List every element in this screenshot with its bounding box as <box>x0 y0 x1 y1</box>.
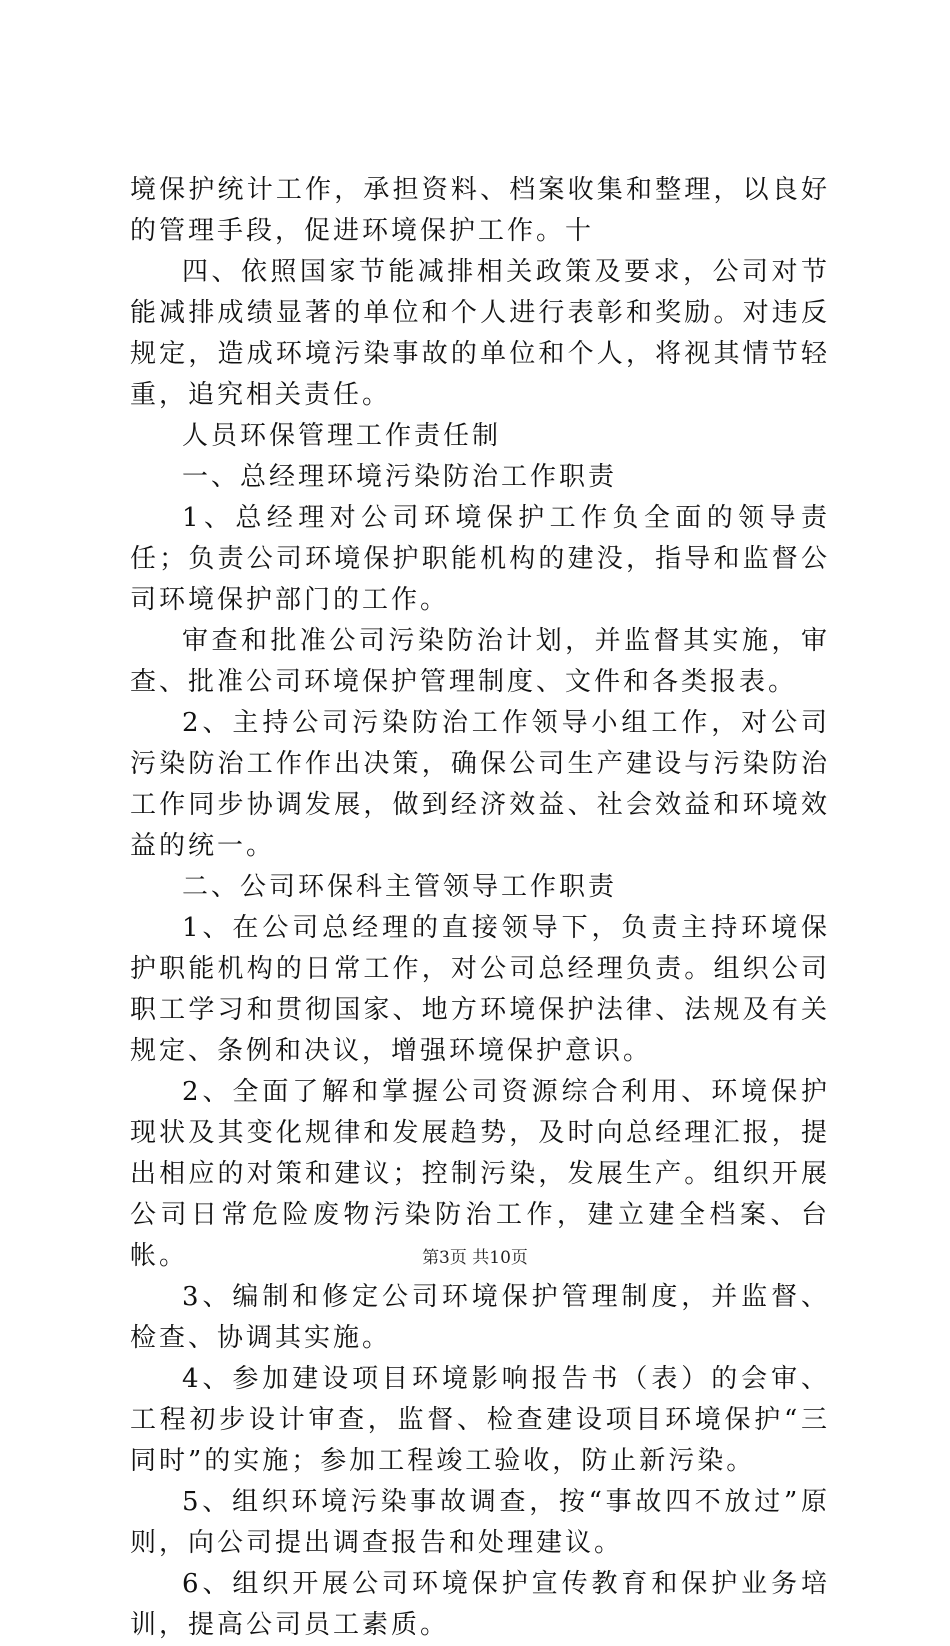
paragraph-env-item-4: 4、参加建设项目环境影响报告书（表）的会审、工程初步设计审查，监督、检查建设项目环境保护“三同时”的实施；参加工程竣工验收，防止新污染。 <box>130 1364 830 1476</box>
paragraph-1: 境保护统计工作，承担资料、档案收集和整理，以良好的管理手段，促进环境保护工作。十 <box>130 175 830 246</box>
paragraph-2: 四、依照国家节能减排相关政策及要求，公司对节能减排成绩显著的单位和个人进行表彰和奖励。对违反规定，造成环境污染事故的单位和个人，将视其情节轻重，追究相关责任。 <box>130 257 830 410</box>
paragraph-gm-item-1: 1、总经理对公司环境保护工作负全面的领导责任；负责公司环境保护职能机构的建没，指导和监督公司环境保护部门的工作。 <box>130 503 830 615</box>
document-body <box>130 170 830 1646</box>
section-heading-responsibility: 人员环保管理工作责任制 <box>182 421 502 451</box>
paragraph-env-item-3: 3、编制和修定公司环境保护管理制度，并监督、检查、协调其实施。 <box>130 1282 830 1353</box>
paragraph-env-item-1: 1、在公司总经理的直接领导下，负责主持环境保护职能机构的日常工作，对公司总经理负责。组织公司职工学习和贯彻国家、地方环境保护法律、法规及有关规定、条例和决议，增强环境保护意识。 <box>130 913 830 1066</box>
section-heading-general-manager: 一、总经理环境污染防治工作职责 <box>182 462 618 492</box>
paragraph-gm-item-2: 2、主持公司污染防治工作领导小组工作，对公司污染防治工作作出决策，确保公司生产建设与污染防治工作同步协调发展，做到经济效益、社会效益和环境效益的统一。 <box>130 708 830 861</box>
section-heading-env-dept: 二、公司环保科主管领导工作职责 <box>182 872 618 902</box>
paragraph-env-item-6: 6、组织开展公司环境保护宣传教育和保护业务培训，提高公司员工素质。 <box>130 1569 830 1640</box>
page-number-footer: 第3页 共10页 <box>422 1248 528 1268</box>
paragraph-gm-review: 审查和批准公司污染防治计划，并监督其实施，审查、批准公司环境保护管理制度、文件和各类报表。 <box>130 626 830 697</box>
paragraph-env-item-5: 5、组织环境污染事故调查，按“事故四不放过”原则，向公司提出调查报告和处理建议。 <box>130 1487 830 1558</box>
paragraph-env-item-2: 2、全面了解和掌握公司资源综合利用、环境保护现状及其变化规律和发展趋势，及时向总经理汇报，提出相应的对策和建议；控制污染，发展生产。组织开展公司日常危险废物污染防治工作，建立建全档案、台帐。 <box>130 1077 830 1271</box>
